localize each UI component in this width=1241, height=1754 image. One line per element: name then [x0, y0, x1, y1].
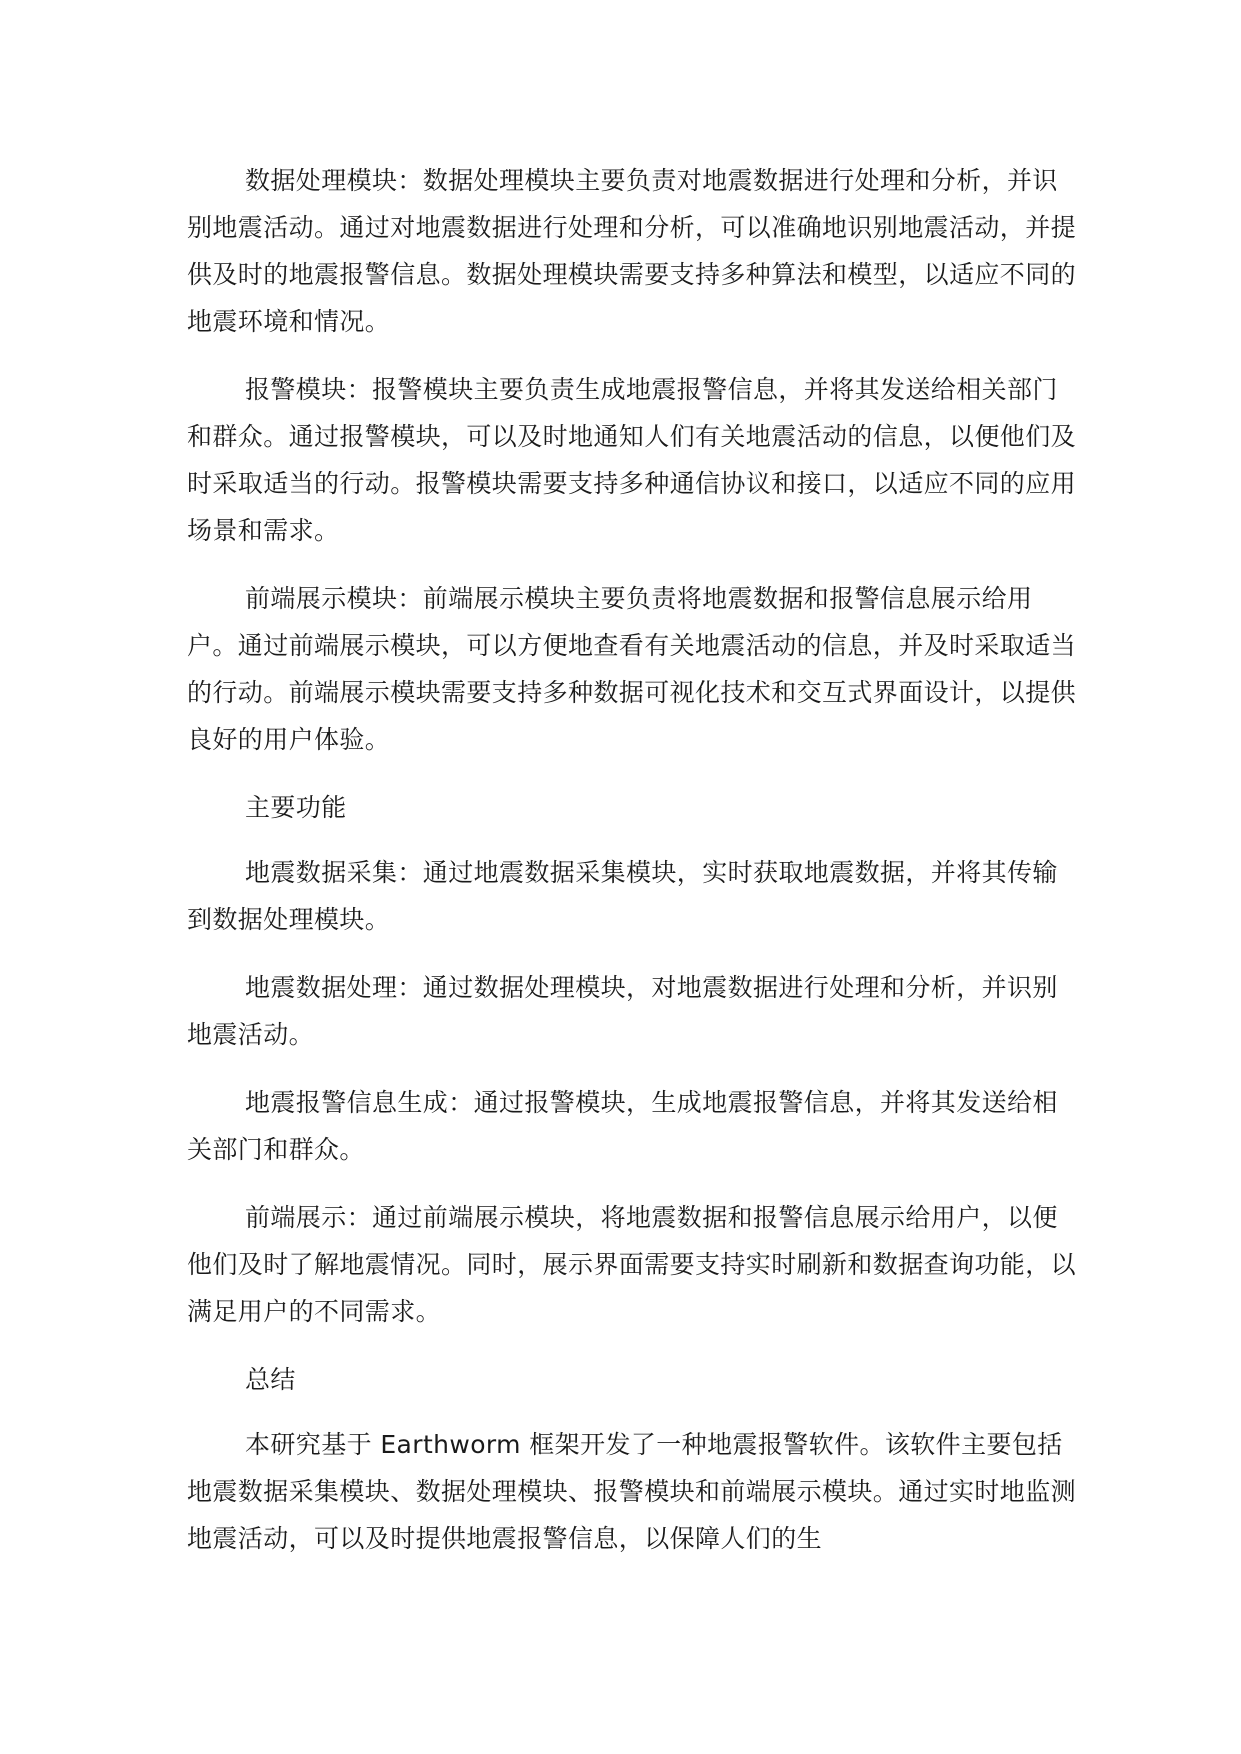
paragraph-data-processing: 地震数据处理：通过数据处理模块，对地震数据进行处理和分析，并识别地震活动。 [187, 973, 1058, 1049]
paragraph-data-processing-module: 数据处理模块：数据处理模块主要负责对地震数据进行处理和分析，并识别地震活动。通过对地震数据进行处理和分析，可以准确地识别地震活动，并提供及时的地震报警信息。数据处理模块需要支持多种算法和模型，以适应不同的地震环境和情况。 [187, 166, 1077, 336]
paragraph-frontend-display: 前端展示：通过前端展示模块，将地震数据和报警信息展示给用户，以便他们及时了解地震情况。同时，展示界面需要支持实时刷新和数据查询功能，以满足用户的不同需求。 [187, 1203, 1077, 1326]
paragraph-alarm-generation: 地震报警信息生成：通过报警模块，生成地震报警信息，并将其发送给相关部门和群众。 [187, 1088, 1058, 1164]
paragraph-frontend-display-module: 前端展示模块：前端展示模块主要负责将地震数据和报警信息展示给用户。通过前端展示模块，可以方便地查看有关地震活动的信息，并及时采取适当的行动。前端展示模块需要支持多种数据可视化技术和交互式界面设计，以提供良好的用户体验。 [187, 584, 1077, 754]
paragraph-summary: 本研究基于 Earthworm 框架开发了一种地震报警软件。该软件主要包括地震数据采集模块、数据处理模块、报警模块和前端展示模块。通过实时地监测地震活动，可以及时提供地震报警信息，以保障人们的生 [187, 1430, 1077, 1553]
section-heading-main-functions: 主要功能 [245, 793, 347, 822]
section-heading-summary: 总结 [245, 1365, 296, 1394]
document-body [187, 157, 1077, 1583]
paragraph-alarm-module: 报警模块：报警模块主要负责生成地震报警信息，并将其发送给相关部门和群众。通过报警模块，可以及时地通知人们有关地震活动的信息，以便他们及时采取适当的行动。报警模块需要支持多种通信协议和接口，以适应不同的应用场景和需求。 [187, 375, 1077, 545]
paragraph-data-collection: 地震数据采集：通过地震数据采集模块，实时获取地震数据，并将其传输到数据处理模块。 [187, 858, 1058, 934]
